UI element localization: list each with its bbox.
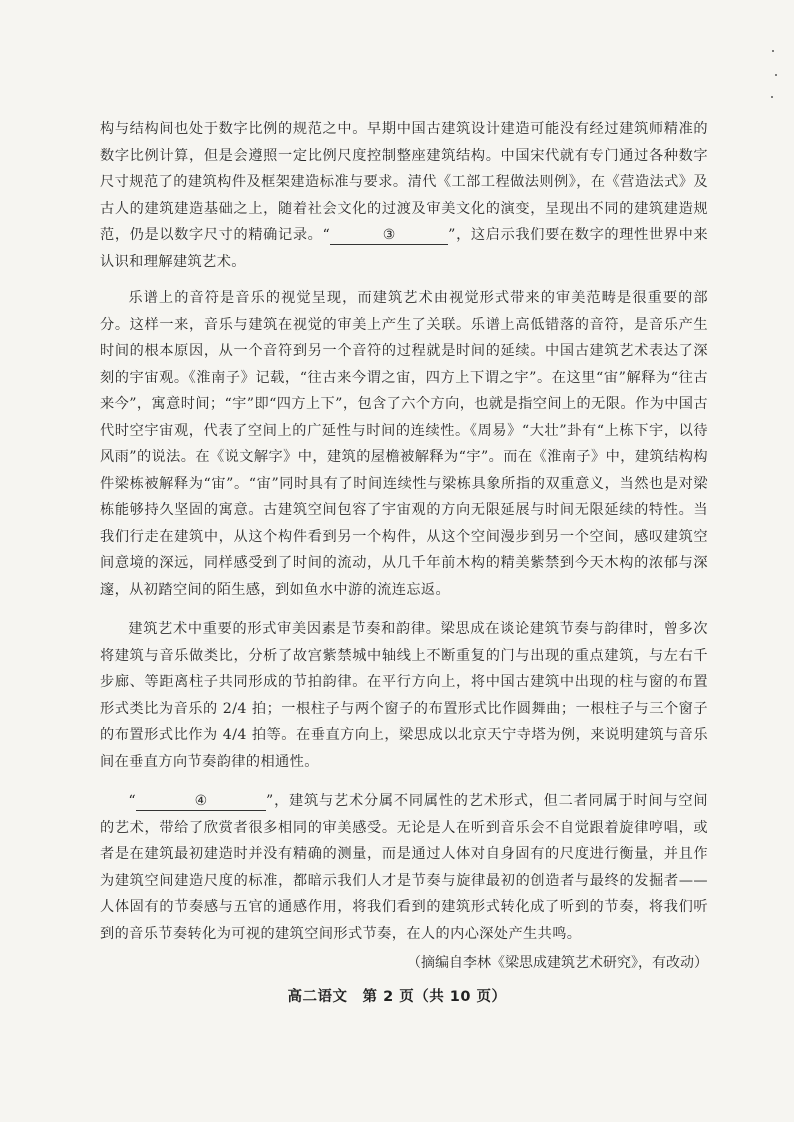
- paragraph-4-open-quote: “: [128, 793, 137, 809]
- paragraph-4-text: ”，建筑与艺术分属不同属性的艺术形式，但二者同属于时间与空间的艺术，带给了欣赏者很多相同的审美感受。无论是人在听到音乐会不自觉跟着旋律哼唱，或者是在建筑最初建造时并没有精确的测量，而是通过人体对自身固有的尺度进行衡量，并且作为建筑空间建造尺度的标准，都暗示我们人才是节奏与旋律最初的创造者与最终的发掘者——人体固有的节奏感与五官的通感作用，将我们看到的建筑形式转化成了听到的节奏，将我们听到的音乐节奏转化为可视的建筑空间形式节奏，在人的内心深处产生共鸣。: [100, 793, 708, 942]
- paragraph-1: [100, 116, 708, 275]
- paragraph-3: 建筑艺术中重要的形式审美因素是节奏和韵律。梁思成在谈论建筑节奏与韵律时，曾多次将建筑与音乐做类比，分析了故宫紫禁城中轴线上不断重复的门与出现的重点建筑，与左右千步廊、等距离柱子共同形成的节拍韵律。在平行方向上，将中国古建筑中出现的柱与窗的布置形式类比为音乐的 2/4 拍；一根柱子与两个窗子的布置形式比作圆舞曲；一根柱子与三个窗子的布置形式比作为 4/4 拍等。在垂直方向上，梁思成以北京天宁寺塔为例，来说明建筑与音乐间在垂直方向节奏韵律的相通性。: [100, 621, 708, 770]
- source-citation: （摘编自李林《梁思成建筑艺术研究》，有改动）: [407, 955, 708, 971]
- page-footer: 高二语文 第 2 页（共 10 页）: [287, 989, 507, 1005]
- scan-speck: [775, 74, 777, 76]
- blank-label-3: ③: [382, 227, 396, 243]
- paragraph-1-text: 构与结构间也处于数字比例的规范之中。早期中国古建筑设计建造可能没有经过建筑师精准的数字比例计算，但是会遵照一定比例尺度控制整座建筑结构。中国宋代就有专门通过各种数字尺寸规范了的建筑构件及框架建造标准与要求。清代《工部工程做法则例》，在《营造法式》及古人的建筑建造基础之上，随着社会文化的过渡及审美文化的演变，呈现出不同的建筑建造规范，仍是以数字尺寸的精确记录。“: [100, 121, 708, 243]
- paragraph-1-text-end: ”，这启示我们要在数字的理性世界中来认识和理解建筑艺术。: [100, 227, 708, 270]
- paragraph-2: 乐谱上的音符是音乐的视觉呈现，而建筑艺术由视觉形式带来的审美范畴是很重要的部分。这样一来，音乐与建筑在视觉的审美上产生了关联。乐谱上高低错落的音符，是音乐产生时间的根本原因，从一个音符到另一个音符的过程就是时间的延续。中国古建筑艺术表达了深刻的宇宙观。《淮南子》记载，“往古来今谓之宙，四方上下谓之宇”。在这里“宙”解释为“往古来今”，寓意时间；“宇”即“四方上下”，包含了六个方向，也就是指空间上的无限。作为中国古代时空宇宙观，代表了空间上的广延性与时间的连续性。《周易》“大壮”卦有“上栋下宇，以待风雨”的说法。在《说文解字》中，建筑的屋檐被解释为“宇”。而在《淮南子》中，建筑结构构件梁栋被解释为“宙”。“宙”同时具有了时间连续性与梁栋具象所指的双重意义，当然也是对梁栋能够持久坚固的寓意。古建筑空间包容了宇宙观的方向无限延展与时间无限延续的特性。当我们行走在建筑中，从这个构件看到另一个构件，从这个空间漫步到另一个空间，感叹建筑空间意境的深远，同样感受到了时间的流动，从几千年前木构的精美紫禁到今天木构的浓郁与深邃，从初踏空间的陌生感，到如鱼水中游的流连忘返。: [100, 290, 708, 598]
- blank-label-4: ④: [194, 793, 208, 809]
- scan-speck: [771, 96, 773, 98]
- answer-blank-4: [136, 792, 266, 811]
- answer-blank-3: [330, 226, 448, 245]
- paragraph-4: [100, 788, 708, 947]
- scan-speck: [772, 50, 774, 52]
